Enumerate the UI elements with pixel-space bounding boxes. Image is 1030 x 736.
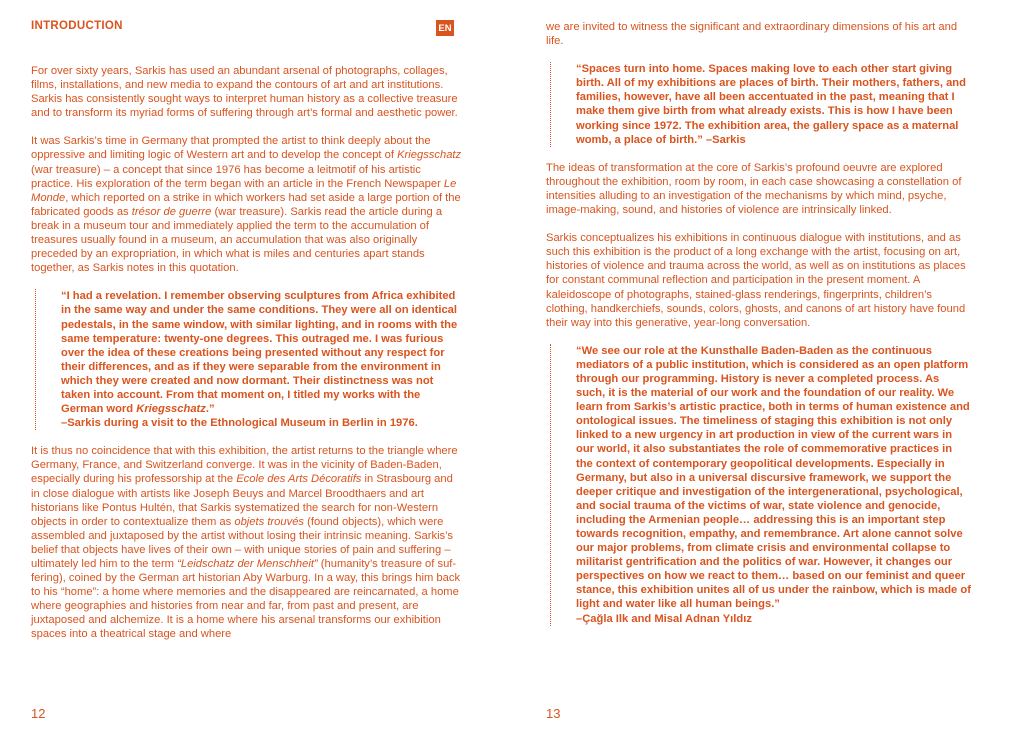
left-column: [31, 64, 463, 642]
section-title: INTRODUCTION: [31, 20, 123, 32]
quote-attribution: –Çağla Ilk and Misal Adnan Yıldız: [576, 612, 752, 625]
paragraph-2: It was Sarkis’s time in Germany that prompted the artist to think deeply about the oppressive and limiting logic of Western art and to develop the concept of Kriegsschatz (war treasure) – a concept that since 1976 has become a leitmotif of his artistic practice. His exploration of the term began with an article in the French Newspaper Le Monde, which reported on a strike in which workers had set aside a large portion of the fabricated goods as trésor de guerre (war treasure). Sarkis read the article during a break in a museum tour and immediately applied the term to the accumulation of treasures usually found in a museum, an accumulation that was also originally preceded by an expropriation, in which what is miles and centuries apart stands together, as Sarkis notes in this quotation.: [31, 135, 462, 275]
paragraph-4: The ideas of transformation at the core of Sarkis’s profound oeuvre are explored throughout the exhibition, room by room, in each case showcasing a constellation of intensities alluding to an investigation of the mechanisms by which mind, psyche, image-making, sound, and histories of violence are intrinsically linked.: [546, 161, 962, 217]
paragraph-3: It is thus no coincidence that with this exhibition, the artist returns to the triangle where Germany, France, and Switzerland converge. It was in the vicinity of Baden-Baden, especially during his professorship at the Ecole des Arts Décoratifs in Strasbourg and in close dialogue with artists like Joseph Beuys and Marcel Broodthaers and art historians like Pontus Hultén, that Sarkis systematized the search for non-Western objects in order to contextualize them as objets trouvés (found objects), which were assembled and juxtaposed by the artist without losing their intrinsic meaning. Sarkis’s belief that objects have lives of their own – with unique stories of pain and suffering – ultimately led him to the term “Leidschatz der Menschheit” (humanity’s treasure of suffering), coined by the German art historian Aby Warburg. In a way, this brings him back to his “home”: a home where memories and the disappeared are reincarnated, a home where geographies and histories from near and far, from past and present, are juxtaposed and alchemize. It is a home where his arsenal transforms our exhibition spaces into a theatrical stage and where: [31, 445, 461, 641]
quote-attribution: –Sarkis during a visit to the Ethnological Museum in Berlin in 1976.: [61, 417, 418, 430]
quote-text: “Spaces turn into home. Spaces making love to each other start giving birth. All of my exhibitions are places of birth. Their mothers, fathers, and families, however, have all been accentuated in the past, meaning that I make them give birth from what already exists. This is how I have been working since 1972. The exhibition area, the gallery space as a maternal womb, a place of birth.” –Sarkis: [576, 63, 966, 146]
sarkis-quote: [31, 289, 463, 430]
paragraph-5: Sarkis conceptualizes his exhibitions in continuous dialogue with institutions, and as such this exhibition is the product of a long exchange with the artist, focusing on art, histories of violence and trauma across the world, as well as on institutions as places for constant communal reflection and participation in the present moment. A kaleidoscope of photographs, stained-glass renderings, fingerprints, children’s clothing, handkerchiefs, sounds, colors, ghosts, and canons of art history have found their way into this generative, year-long conversation.: [546, 232, 966, 329]
intro-line: we are invited to witness the significant and extraordinary dimensions of his art and life.: [546, 21, 958, 48]
page-number-right: 13: [546, 706, 561, 721]
quote-text: “I had a revelation. I remember observing sculptures from Africa exhibited in the same way and under the same conditions. They were all on identical pedestals, in the same window, with similar lighting, and in rooms with the same temperature: twenty-one degrees. This outraged me. I was furious over the idea of these creations being presented without any respect for their differences, and as if they were separable from the environment in which they were created and now dormant. Their distinctness was not taken into account. From that moment on, I titled my works with the German word Kriegsschatz.”: [61, 290, 458, 416]
birth-quote: [546, 62, 971, 147]
curators-quote: [546, 344, 971, 626]
right-page: [515, 0, 1030, 736]
language-badge: EN: [436, 20, 454, 36]
right-column: [546, 20, 971, 626]
paragraph-1: For over sixty years, Sarkis has used an abundant arsenal of photographs, collages, films, installations, and new media to expand the contours of art and art institutions. Sarkis has consistently sought ways to interpret human history as a collective treasure and to transform its myriad forms of suffering through art’s formal and aesthetic power.: [31, 65, 458, 120]
quote-text: “We see our role at the Kunsthalle Baden-Baden as the continuous mediators of a public institution, which is considered as an open platform through our programming. History is never a completed process. As such, it is the material of our work and the foundation of our reality. We learn from Sarkis’s artistic practice, both in terms of human existence and ontological issues. The timeliness of staging this exhibition is not only linked to a new urgency in art production in view of the current wars in our world, it also substantiates the role of commemorative practices in the context of contemporary geopolitical developments. Especially in Germany, but also in a universal discursive framework, we support the deeper critique and investigation of the intergenerational, psychological, and social trauma of the victims of war, state violence and genocide, including the Armenian people… addressing this is an important step towards recognition, empathy, and remembrance. Art alone cannot solve our major problems, from climate crisis and environmental collapse to militarist gentrification and the politics of war. However, it changes our perspectives on how we react to them… based on our feminist and queer stance, this exhibition unites all of us under the rainbow, which is made of light and water like all human beings.”: [576, 344, 971, 611]
page-number-left: 12: [31, 706, 46, 721]
